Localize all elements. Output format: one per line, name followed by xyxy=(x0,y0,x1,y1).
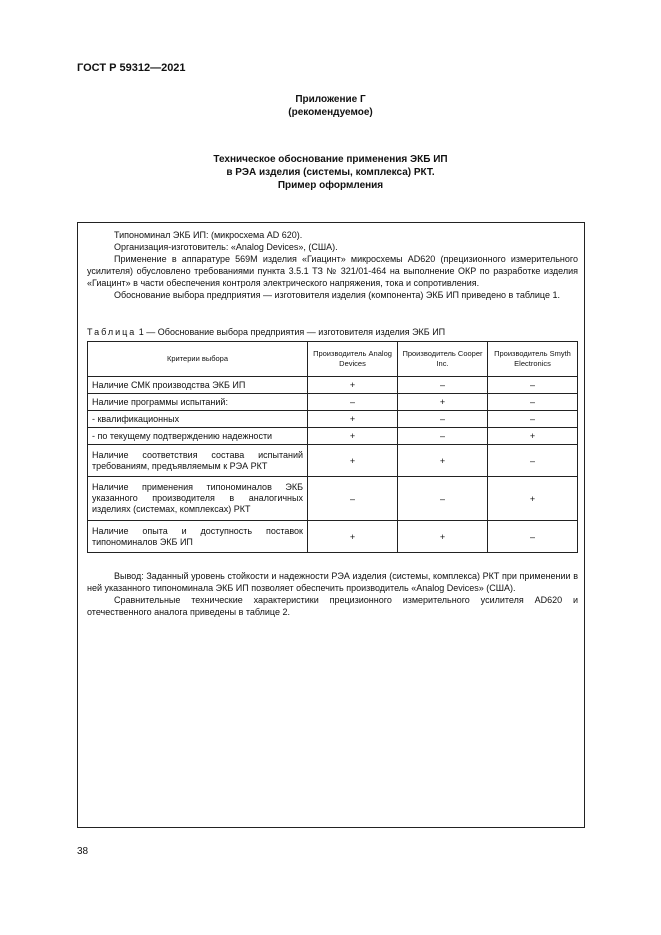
value-cell: + xyxy=(308,521,398,553)
intro-paragraph-4: Обоснование выбора предприятия — изготовителя изделия (компонента) ЭКБ ИП приведено в таблице 1. xyxy=(114,290,560,300)
value-cell: – xyxy=(308,394,398,411)
table-header-row xyxy=(88,342,578,377)
table-row xyxy=(88,521,578,553)
page-number: 38 xyxy=(77,846,89,857)
conclusion-paragraph-1: Вывод: Заданный уровень стойкости и надежности РЭА изделия (системы, комплекса) РКТ при применении в ней указанного типономинала ЭКБ ИП позволяет обеспечить производитель «Analog Devices» (США). xyxy=(87,571,578,593)
value-cell: – xyxy=(398,411,488,428)
intro-paragraph-1: Типономинал ЭКБ ИП: (микросхема AD 620). xyxy=(114,230,303,240)
selection-table xyxy=(87,341,578,553)
intro-paragraph-2: Организация-изготовитель: «Analog Devices», (США). xyxy=(114,242,338,252)
criteria-cell: Наличие применения типономиналов ЭКБ указанного производителя в аналогичных изделиях (системах, комплексах) РКТ xyxy=(88,477,308,521)
header-analog-devices: Производитель Analog Devices xyxy=(308,342,398,377)
criteria-cell: Наличие СМК производства ЭКБ ИП xyxy=(88,377,308,394)
value-cell: + xyxy=(398,521,488,553)
criteria-cell: Наличие соответствия состава испытаний требованиям, предъявляемым к РЭА РКТ xyxy=(88,445,308,477)
criteria-cell: Наличие программы испытаний: xyxy=(88,394,308,411)
value-cell: + xyxy=(308,411,398,428)
conclusion-paragraph-2: Сравнительные технические характеристики прецизионного измерительного усилителя AD620 и отечественного аналога приведены в таблице 2. xyxy=(87,595,578,617)
table-row xyxy=(88,428,578,445)
value-cell: + xyxy=(398,445,488,477)
header-criteria: Критерии выбора xyxy=(88,342,308,377)
header-cooper: Производитель Cooper Inc. xyxy=(398,342,488,377)
table-row xyxy=(88,477,578,521)
table-row xyxy=(88,394,578,411)
title-line-3: Пример оформления xyxy=(277,180,384,191)
value-cell: – xyxy=(308,477,398,521)
value-cell: + xyxy=(398,394,488,411)
value-cell: – xyxy=(398,428,488,445)
document-title xyxy=(0,153,661,192)
header-smyth: Производитель Smyth Electronics xyxy=(488,342,578,377)
value-cell: – xyxy=(398,377,488,394)
standard-header: ГОСТ Р 59312—2021 xyxy=(77,62,186,74)
table-caption: Таблица 1 — Обоснование выбора предприятия — изготовителя изделия ЭКБ ИП xyxy=(87,327,446,337)
value-cell: – xyxy=(488,394,578,411)
table-row xyxy=(88,445,578,477)
value-cell: – xyxy=(488,411,578,428)
title-line-1: Техническое обоснование применения ЭКБ ИП xyxy=(213,154,448,165)
table-row xyxy=(88,411,578,428)
intro-paragraph-3: Применение в аппаратуре 569М изделия «Гиацинт» микросхемы AD620 (прецизионного измерительного усилителя) обусловлено требованиями пункта 3.5.1 ТЗ № 321/01-464 на выполнение ОКР по разработке изделия «Гиацинт» в части обеспечения контроля электрического напряжения, тока и сопротивления. xyxy=(87,254,578,288)
appendix-title: Приложение Г xyxy=(295,94,366,105)
criteria-cell: - квалификационных xyxy=(88,411,308,428)
value-cell: – xyxy=(488,377,578,394)
value-cell: + xyxy=(308,445,398,477)
appendix-subtitle: (рекомендуемое) xyxy=(288,107,373,118)
appendix-heading xyxy=(0,93,661,119)
criteria-cell: Наличие опыта и доступность поставок типономиналов ЭКБ ИП xyxy=(88,521,308,553)
value-cell: + xyxy=(308,377,398,394)
value-cell: – xyxy=(488,521,578,553)
value-cell: + xyxy=(488,428,578,445)
table-row xyxy=(88,377,578,394)
value-cell: + xyxy=(308,428,398,445)
value-cell: + xyxy=(488,477,578,521)
title-line-2: в РЭА изделия (системы, комплекса) РКТ. xyxy=(226,167,435,178)
value-cell: – xyxy=(488,445,578,477)
criteria-cell: - по текущему подтверждению надежности xyxy=(88,428,308,445)
value-cell: – xyxy=(398,477,488,521)
